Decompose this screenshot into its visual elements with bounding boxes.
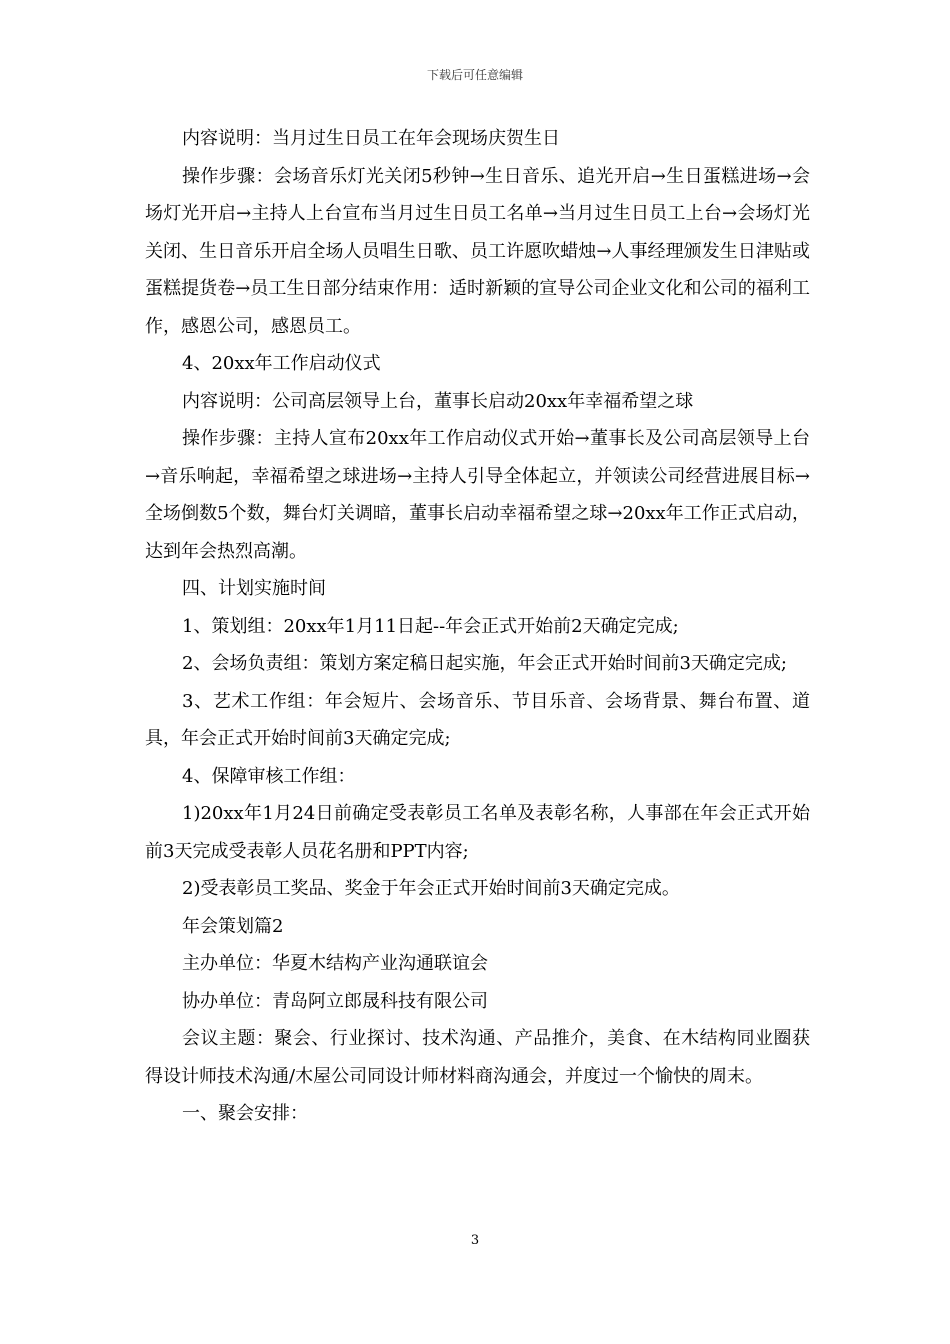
paragraph-launch-steps: 操作步骤：主持人宣布20xx年工作启动仪式开始→董事长及公司高层领导上台→音乐响起，幸福希望之球进场→主持人引导全体起立，并领读公司经营进展目标→全场倒数5个数，舞台灯关调暗，董事长启动幸福希望之球→20xx年工作正式启动，达到年会热烈高潮。 <box>145 428 810 562</box>
document-body <box>145 120 810 1133</box>
paragraph-support-item-2: 2)受表彰员工奖品、奖金于年会正式开始时间前3天确定完成。 <box>182 878 680 899</box>
paragraph-birthday-description: 内容说明：当月过生日员工在年会现场庆贺生日 <box>182 128 560 149</box>
section-heading-plan-2: 年会策划篇2 <box>182 915 284 937</box>
paragraph-launch-description: 内容说明：公司高层领导上台，董事长启动20xx年幸福希望之球 <box>182 390 694 412</box>
section-heading-arrangement: 一、聚会安排： <box>182 1103 308 1124</box>
paragraph-art-group: 3、艺术工作组：年会短片、会场音乐、节目乐音、会场背景、舞台布置、道具，年会正式开始时间前3天确定完成; <box>145 690 810 749</box>
section-heading-schedule: 四、计划实施时间 <box>182 578 326 599</box>
page-header: 下载后可任意编辑 <box>426 68 523 82</box>
paragraph-birthday-steps: 操作步骤：会场音乐灯光关闭5秒钟→生日音乐、追光开启→生日蛋糕进场→会场灯光开启→主持人上台宣布当月过生日员工名单→当月过生日员工上台→会场灯光关闭、生日音乐开启全场人员唱生日歌、员工许愿吹蜡烛→人事经理颁发生日津贴或蛋糕提货卷→员工生日部分结束作用：适时新颖的宣导公司企业文化和公司的福利工作，感恩公司，感恩员工。 <box>145 165 810 337</box>
paragraph-host: 主办单位：华夏木结构产业沟通联谊会 <box>182 953 488 974</box>
paragraph-venue-group: 2、会场负责组：策划方案定稿日起实施，年会正式开始时间前3天确定完成; <box>182 653 787 674</box>
paragraph-support-group: 4、保障审核工作组： <box>182 765 356 787</box>
paragraph-co-host: 协办单位：青岛阿立郎晟科技有限公司 <box>182 990 488 1012</box>
paragraph-theme: 会议主题：聚会、行业探讨、技术沟通、产品推介，美食、在木结构同业圈获得设计师技术沟通/木屋公司同设计师材料商沟通会，并度过一个愉快的周末。 <box>145 1028 810 1087</box>
paragraph-launch-heading: 4、20xx年工作启动仪式 <box>182 353 381 374</box>
paragraph-planning-group: 1、策划组：20xx年1月11日起--年会正式开始前2天确定完成; <box>182 615 679 637</box>
paragraph-support-item-1: 1)20xx年1月24日前确定受表彰员工名单及表彰名称，人事部在年会正式开始前3天完成受表彰人员花名册和PPT内容; <box>145 803 810 862</box>
page-number: 3 <box>470 1233 480 1248</box>
